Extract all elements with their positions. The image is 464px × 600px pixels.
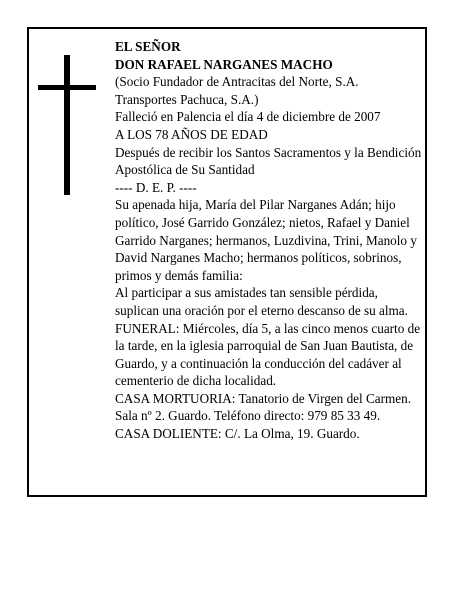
mortuary-paragraph: CASA MORTUORIA: Tanatorio de Virgen del Carmen. Sala nº 2. Guardo. Teléfono directo: 979 85 33 49. — [115, 390, 412, 424]
request-paragraph: Al participar a sus amistades tan sensible pérdida, suplican una oración por el eterno descanso de su alma. — [115, 285, 408, 318]
funeral-paragraph: FUNERAL: Miércoles, día 5, a las cinco menos cuarto de la tarde, en la iglesia parroquial de San Juan Bautista, de Guardo, y a continuación la conducción del cadáver al cementerio de dicha localidad. — [115, 320, 421, 389]
deceased-name: DON RAFAEL NARGANES MACHO — [115, 56, 333, 72]
cross-horizontal-bar — [38, 85, 96, 90]
cross-vertical-bar — [64, 55, 70, 195]
title-line: EL SEÑOR — [115, 39, 181, 54]
family-paragraph: Su apenada hija, María del Pilar Narganes Adán; hijo político, José Garrido González; nietos, Rafael y Daniel Garrido Narganes; hermanos, Luzdivina, Trini, Manolo y David Narganes Macho; hermanos políticos, sobrinos, primos y demás familia: — [115, 197, 417, 283]
age-line: A LOS 78 AÑOS DE EDAD — [115, 126, 268, 142]
obituary-text — [115, 38, 423, 443]
sacraments-line: Después de recibir los Santos Sacramentos y la Bendición Apostólica de Su Santidad — [115, 144, 422, 178]
death-line: Falleció en Palencia el día 4 de diciembre de 2007 — [115, 109, 381, 125]
affiliation: (Socio Fundador de Antracitas del Norte, S.A. Transportes Pachuca, S.A.) — [115, 74, 359, 107]
dep-line: ---- D. E. P. ---- — [115, 179, 197, 195]
grieving-home-paragraph: CASA DOLIENTE: C/. La Olma, 19. Guardo. — [115, 426, 360, 442]
